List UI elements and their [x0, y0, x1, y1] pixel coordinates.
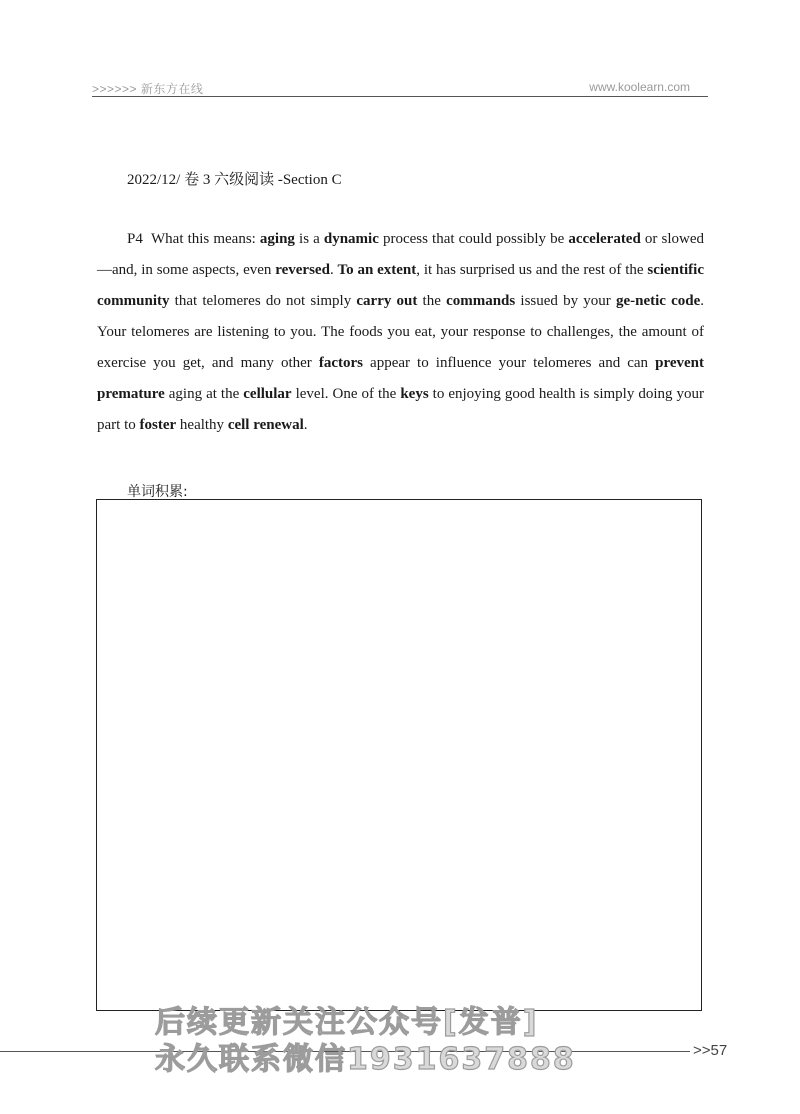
vocab-highlight: commands: [446, 293, 516, 309]
passage-text: , it has surprised us and the rest of the: [416, 262, 648, 278]
paragraph-label: P4: [127, 231, 143, 247]
vocab-highlight: dynamic: [323, 231, 379, 247]
header-brand: >>>>>> 新东方在线: [92, 82, 204, 96]
vocab-label: 单词积累:: [127, 484, 188, 500]
passage-body: [97, 231, 704, 433]
passage-text: issued by your: [515, 293, 616, 309]
vocab-highlight: cell renewal: [227, 417, 304, 433]
vocab-highlight: ge-netic code: [615, 293, 701, 309]
passage-text: aging at the: [164, 386, 244, 402]
vocab-highlight: reversed: [275, 262, 330, 278]
passage-text: is a: [294, 231, 324, 247]
vocab-highlight: foster: [139, 417, 177, 433]
vocab-highlight: cellular: [243, 386, 292, 402]
header-divider: [92, 96, 708, 97]
passage-text: healthy: [176, 417, 228, 433]
watermark-line-2: 永久联系微信1931637888: [155, 1042, 576, 1077]
vocab-highlight: factors: [318, 355, 363, 371]
vocab-highlight: To an extent: [337, 262, 417, 278]
passage-text: the: [417, 293, 447, 309]
vocab-highlight: carry out: [356, 293, 418, 309]
passage-text: or slowed—and, in some aspects, even: [97, 231, 704, 278]
vocab-highlight: prevent premature: [97, 355, 705, 402]
passage-text: level. One of the: [291, 386, 401, 402]
watermark-line-1: 后续更新关注公众号[发普]: [155, 1005, 539, 1040]
section-title: 2022/12/ 卷 3 六级阅读 -Section C: [127, 172, 342, 188]
passage-text: that telomeres do not simply: [169, 293, 357, 309]
passage-text: What this means:: [151, 231, 260, 247]
page-number: >>57: [693, 1042, 728, 1059]
vocab-highlight: scientific community: [97, 262, 705, 309]
vocab-highlight: aging: [259, 231, 295, 247]
vocab-highlight: accelerated: [568, 231, 641, 247]
passage-text: process that could possibly be: [378, 231, 569, 247]
passage-text: . Your telomeres are listening to you. The foods you eat, your response to challenges, the amount of exercise you get, and many other: [97, 293, 705, 371]
passage-text: appear to influence your telomeres and can: [362, 355, 656, 371]
passage-text: .: [303, 417, 308, 433]
vocab-notes-box: [96, 499, 702, 1011]
passage-text: .: [329, 262, 338, 278]
vocab-highlight: keys: [400, 386, 429, 402]
header-url[interactable]: www.koolearn.com: [589, 80, 690, 94]
passage-text: to enjoying good health is simply doing your part to: [97, 386, 704, 433]
passage-paragraph: [97, 224, 704, 441]
